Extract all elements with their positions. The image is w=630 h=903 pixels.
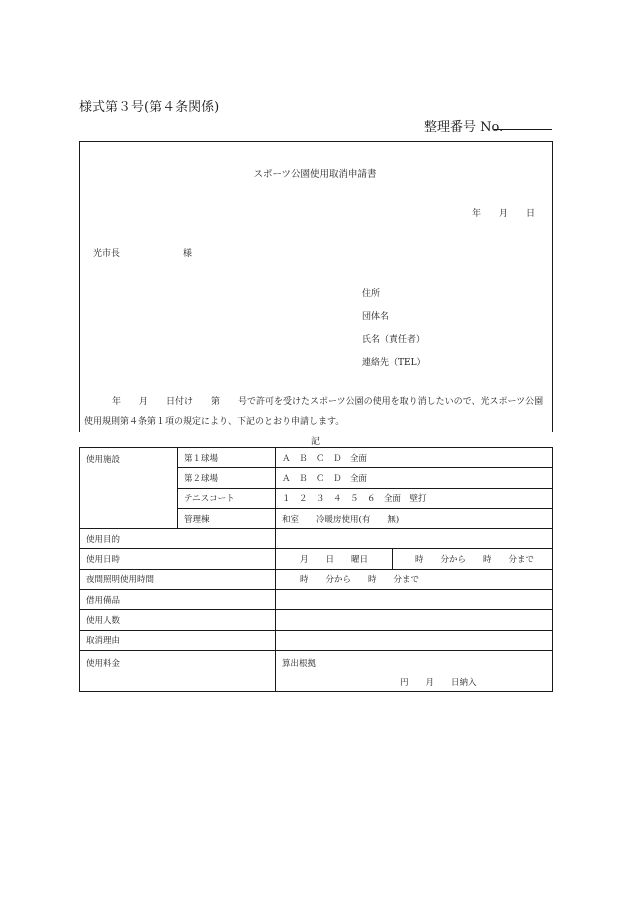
table-row: [80, 529, 553, 549]
equipment-field[interactable]: [276, 590, 553, 610]
form-label: 様式第３号(第４条関係): [79, 100, 220, 115]
details-table: [79, 447, 553, 692]
reference-number-label: 整理番号 No.: [424, 120, 504, 135]
facility-options-field1[interactable]: Ａ Ｂ Ｃ Ｄ 全面: [276, 448, 553, 468]
fee-payment-text: 円 月 日納入: [400, 677, 477, 688]
document-title: スポーツ公園使用取消申請書: [253, 169, 377, 180]
facility-name-field1: 第１球場: [178, 448, 276, 468]
reason-label: 取消理由: [80, 630, 276, 650]
facility-name-admin: 管理棟: [178, 508, 276, 528]
people-field[interactable]: [276, 610, 553, 630]
fee-field[interactable]: [276, 650, 553, 691]
application-box: [79, 141, 553, 432]
fee-basis-label: 算出根拠: [282, 658, 317, 669]
table-row: [80, 590, 553, 610]
contact-field-label: 連絡先（TEL）: [362, 358, 426, 368]
datetime-date-field[interactable]: 月 日 曜日: [276, 549, 393, 569]
date-line[interactable]: 年 月 日: [472, 209, 536, 219]
facility-name-field2: 第２球場: [178, 468, 276, 488]
facility-options-tennis[interactable]: １ ２ ３ ４ ５ ６ 全面 壁打: [276, 488, 553, 508]
table-row: [80, 610, 553, 630]
facility-options-field2[interactable]: Ａ Ｂ Ｃ Ｄ 全面: [276, 468, 553, 488]
lighting-label: 夜間照明使用時間: [80, 569, 276, 589]
lighting-field[interactable]: 時 分から 時 分まで: [276, 569, 553, 589]
body-text-line2: 使用規則第４条第１項の規定により、下記のとおり申請します。: [84, 417, 345, 427]
reason-field[interactable]: [276, 630, 553, 650]
facility-label: 使用施設: [80, 448, 178, 529]
ki-marker: 記: [311, 437, 321, 447]
addressee: 光市長: [93, 249, 121, 259]
body-text-line1: 年 月 日付け 第 号で許可を受けたスポーツ公園の使用を取り消したいので、光スポーツ公園: [112, 397, 544, 407]
datetime-time-field[interactable]: 時 分から 時 分まで: [393, 549, 553, 569]
table-row: [80, 549, 553, 569]
equipment-label: 借用備品: [80, 590, 276, 610]
organization-field-label: 団体名: [362, 312, 390, 322]
table-row: [80, 448, 553, 468]
fee-label: 使用料金: [80, 650, 276, 691]
table-row: [80, 630, 553, 650]
honorific: 様: [183, 249, 193, 259]
facility-name-tennis: テニスコート: [178, 488, 276, 508]
name-field-label: 氏名（責任者）: [362, 335, 426, 345]
purpose-field[interactable]: [276, 529, 553, 549]
purpose-label: 使用目的: [80, 529, 276, 549]
table-row: [80, 569, 553, 589]
table-row: [80, 650, 553, 691]
reference-number-field[interactable]: [494, 129, 552, 130]
people-label: 使用人数: [80, 610, 276, 630]
address-field-label: 住所: [362, 289, 381, 299]
facility-options-admin[interactable]: 和室 冷暖房使用(有 無): [276, 508, 553, 528]
datetime-label: 使用日時: [80, 549, 276, 569]
